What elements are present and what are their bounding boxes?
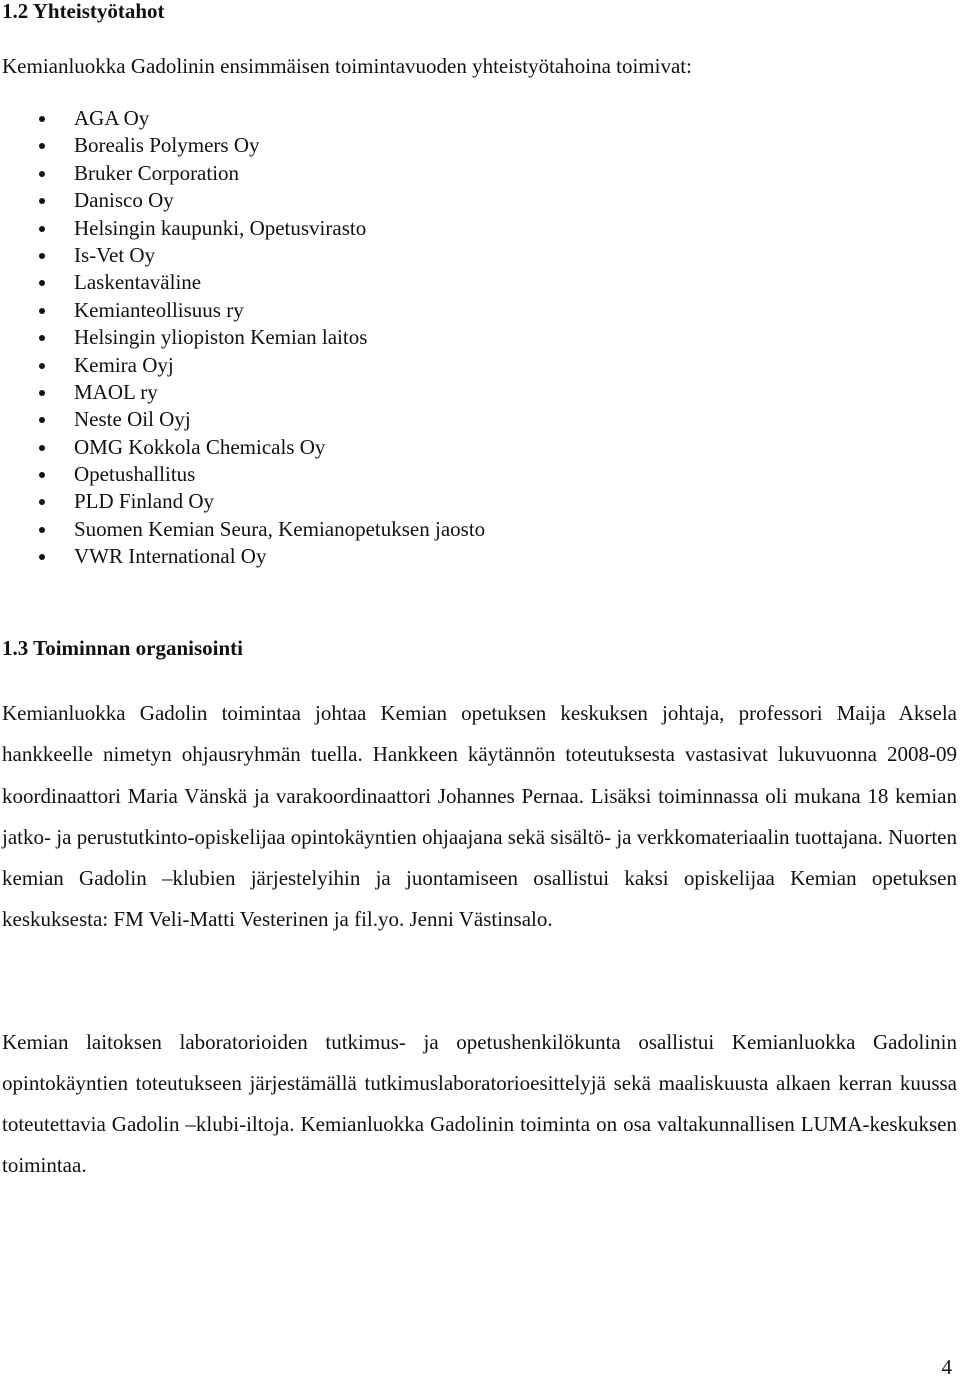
bullet-icon <box>39 499 45 505</box>
list-item <box>0 352 485 379</box>
bullet-icon <box>39 527 45 533</box>
partner-name: Is-Vet Oy <box>74 242 156 267</box>
bullet-icon <box>39 554 45 560</box>
partner-name: MAOL ry <box>74 379 158 404</box>
list-item <box>0 406 485 433</box>
bullet-icon <box>39 226 45 232</box>
bullet-icon <box>39 308 45 314</box>
partner-name: Opetushallitus <box>74 462 196 487</box>
bullet-icon <box>39 472 45 478</box>
list-item <box>0 297 485 324</box>
bullet-icon <box>39 363 45 369</box>
bullet-icon <box>39 116 45 122</box>
list-item <box>0 187 485 214</box>
partner-name: Bruker Corporation <box>74 160 240 185</box>
list-item <box>0 160 485 187</box>
page-number: 4 <box>941 1355 952 1379</box>
list-item <box>0 488 485 515</box>
bullet-icon <box>39 143 45 149</box>
partner-name: VWR International Oy <box>74 544 267 569</box>
partner-name: Kemianteollisuus ry <box>74 297 244 322</box>
bullet-icon <box>39 390 45 396</box>
list-item <box>0 543 485 570</box>
organisation-paragraph: Kemianluokka Gadolin toimintaa johtaa Kemian opetuksen keskuksen johtaja, professori Maija Aksela hankkeelle nimetyn ohjausryhmän tuella. Hankkeen käytännön toteutuksesta vastasivat lukuvuonna 2008-09 koordinaattori Maria Vänskä ja varakoordinaattori Johannes Pernaa. Lisäksi toiminnassa oli mukana 18 kemian jatko- ja perustutkinto-opiskelijaa opintokäyntien ohjaajana sekä sisältö- ja verkkomateriaalin tuottajana. Nuorten kemian Gadolin –klubien järjestelyihin ja juontamiseen osallistui kaksi opiskelijaa Kemian opetuksen keskuksesta: FM Veli-Matti Vesterinen ja fil.yo. Jenni Västinsalo. <box>2 701 957 932</box>
intro-text: Kemianluokka Gadolinin ensimmäisen toimintavuoden yhteistyötahoina toimivat: <box>2 54 692 78</box>
list-item <box>0 434 485 461</box>
bullet-icon <box>39 198 45 204</box>
bullet-icon <box>39 445 45 451</box>
partner-name: Danisco Oy <box>74 188 174 213</box>
partner-list <box>0 105 485 571</box>
partner-name: AGA Oy <box>74 106 150 130</box>
bullet-icon <box>39 280 45 286</box>
bullet-icon <box>39 171 45 177</box>
list-item <box>0 324 485 351</box>
bullet-icon <box>39 417 45 423</box>
bullet-icon <box>39 335 45 341</box>
section-heading-yhteistyotahot: 1.2 Yhteistyötahot <box>2 0 165 23</box>
partner-name: Helsingin kaupunki, Opetusvirasto <box>74 215 367 240</box>
list-item <box>0 379 485 406</box>
partner-name: Helsingin yliopiston Kemian laitos <box>74 325 368 350</box>
list-item <box>0 105 485 132</box>
bullet-icon <box>39 253 45 259</box>
partner-name: Suomen Kemian Seura, Kemianopetuksen jaosto <box>74 516 486 541</box>
partner-name: Kemira Oyj <box>74 352 174 377</box>
list-item <box>0 215 485 242</box>
list-item <box>0 269 485 296</box>
partner-name: Borealis Polymers Oy <box>74 133 260 158</box>
partner-name: PLD Finland Oy <box>74 489 215 514</box>
partner-name: Laskentaväline <box>74 270 202 295</box>
list-item <box>0 242 485 269</box>
partner-name: Neste Oil Oyj <box>74 407 191 432</box>
list-item <box>0 516 485 543</box>
partner-name: OMG Kokkola Chemicals Oy <box>74 434 326 459</box>
list-item <box>0 132 485 159</box>
list-item <box>0 461 485 488</box>
laboratory-paragraph: Kemian laitoksen laboratorioiden tutkimus- ja opetushenkilökunta osallistui Kemianluokka Gadolinin opintokäyntien toteutukseen järjestämällä tutkimuslaboratorioesittelyjä sekä maaliskuusta alkaen kerran kuussa toteutettavia Gadolin –klubi-iltoja. Kemianluokka Gadolinin toiminta on osa valtakunnallisen LUMA-keskuksen toimintaa. <box>2 1030 957 1177</box>
section-heading-toiminnan-organisointi: 1.3 Toiminnan organisointi <box>2 636 243 660</box>
